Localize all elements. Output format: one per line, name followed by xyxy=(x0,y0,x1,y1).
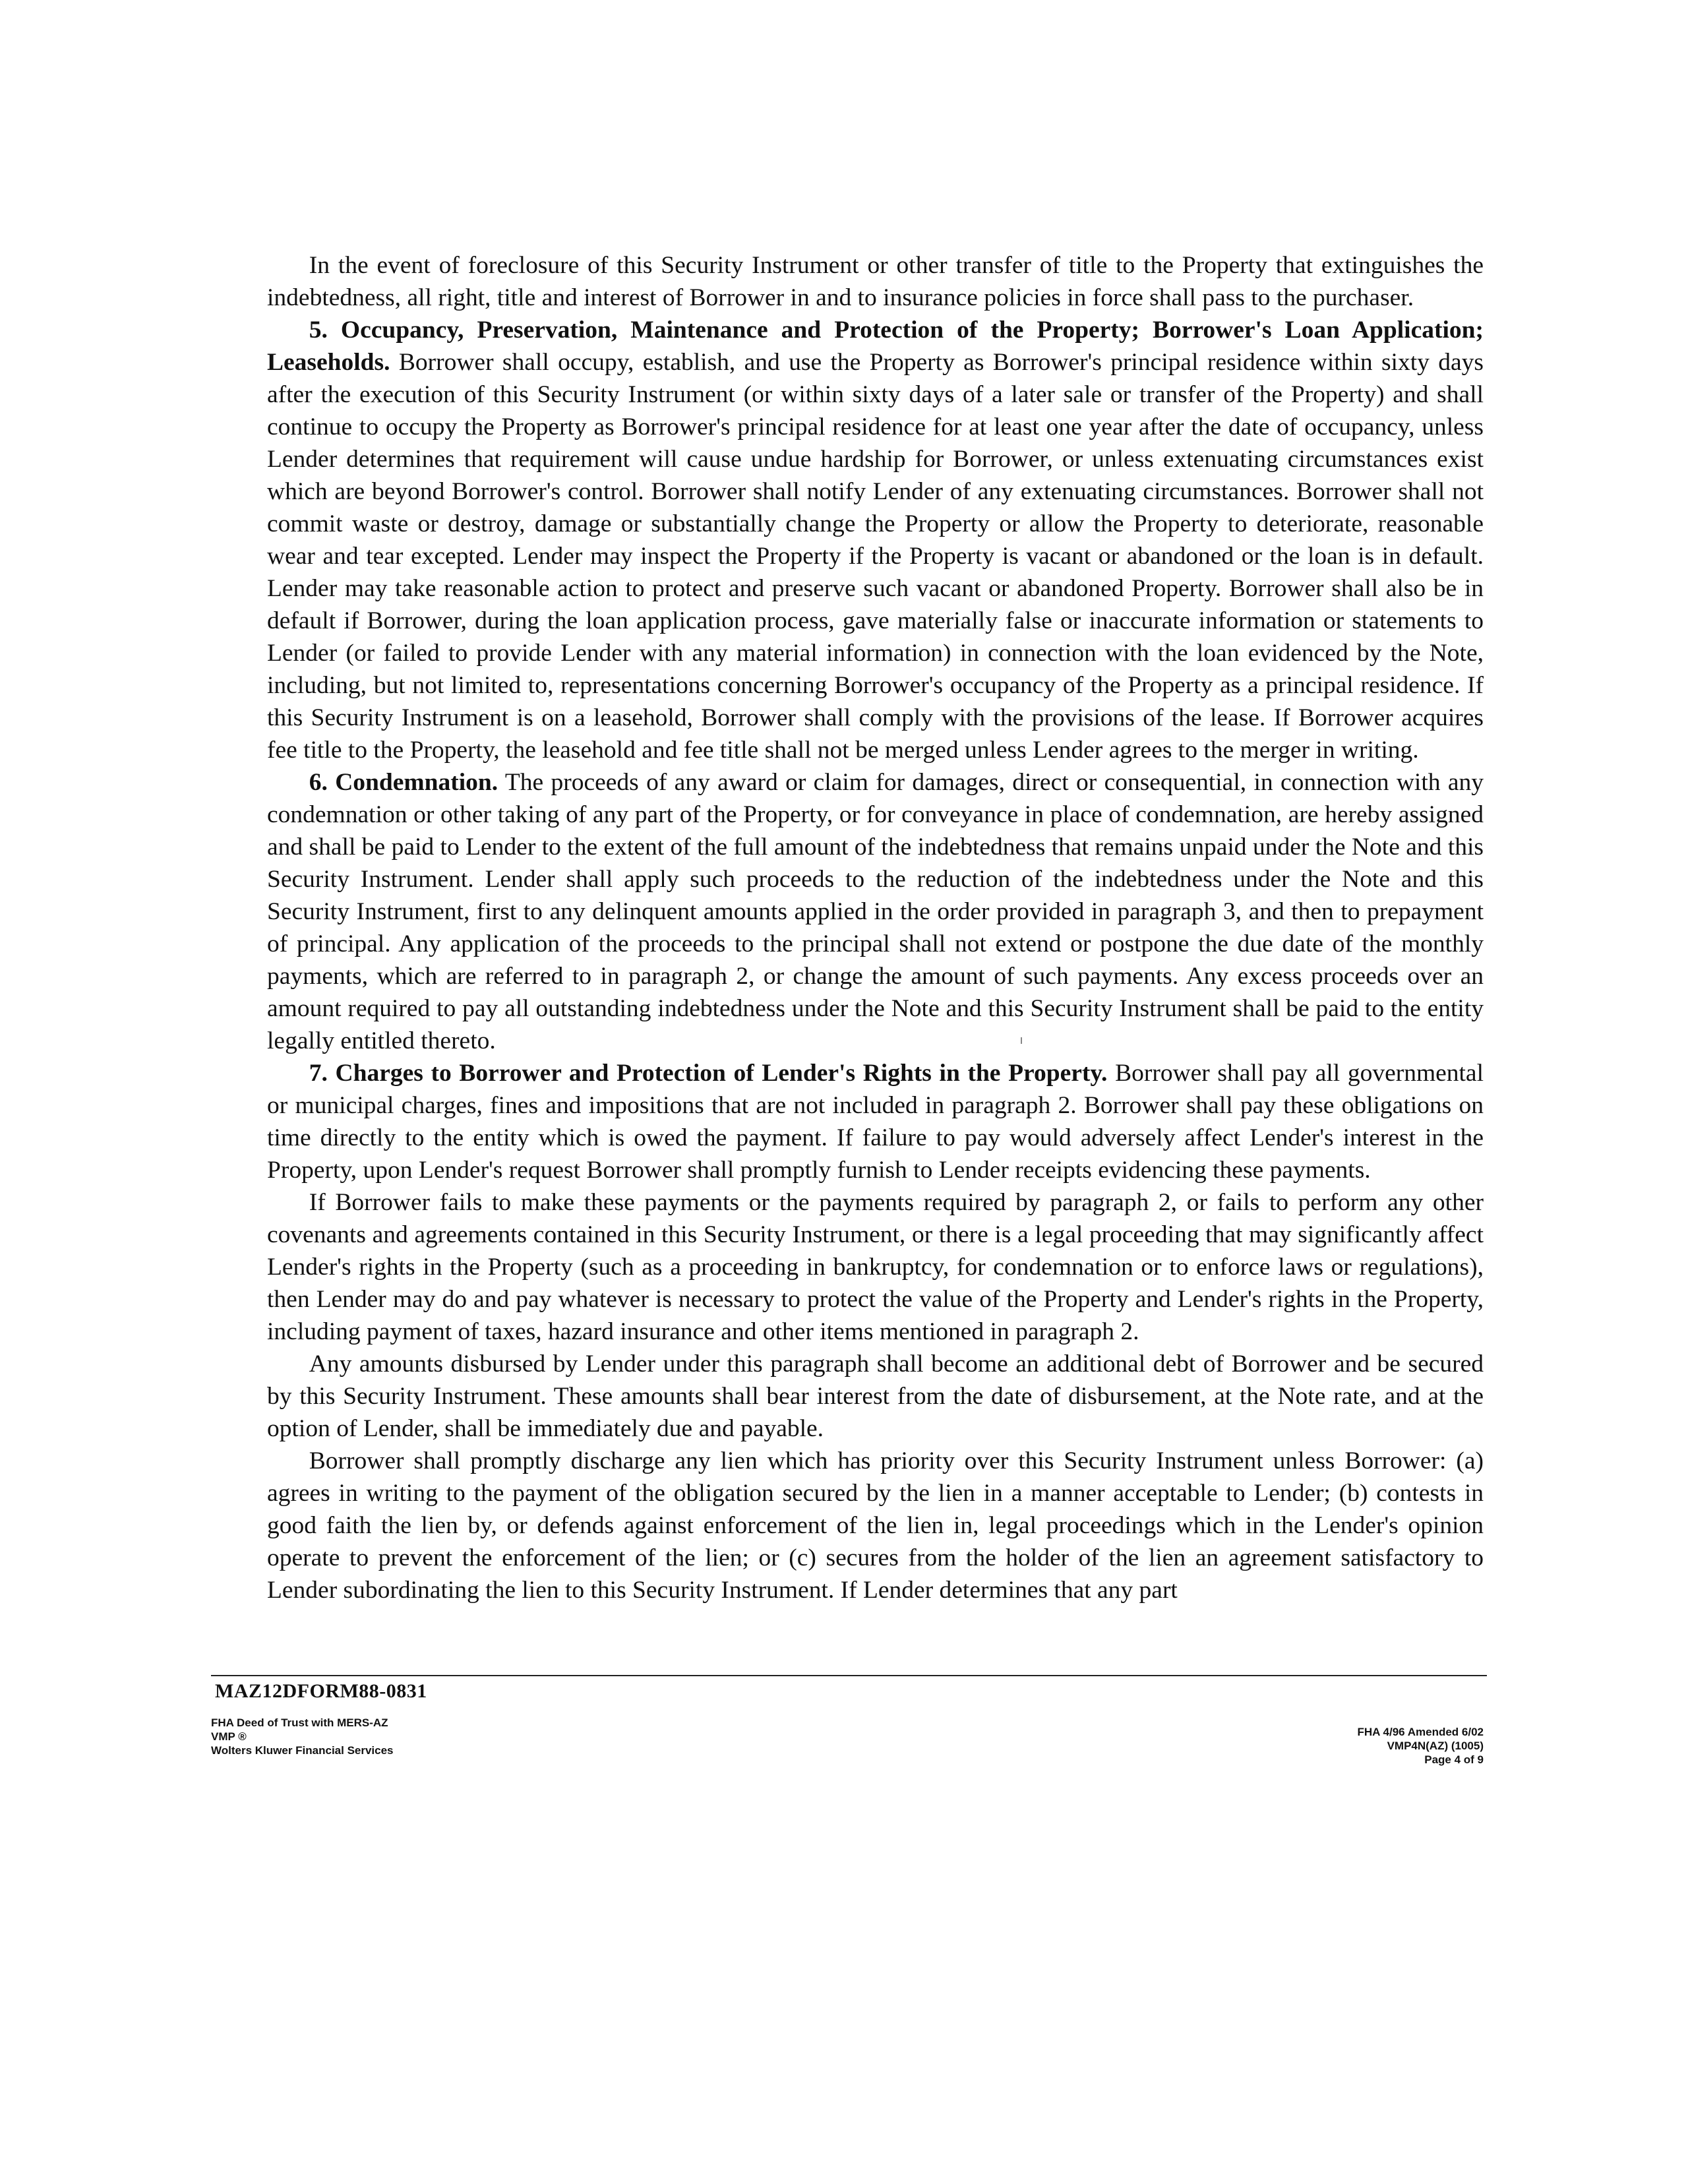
section-5-body: Borrower shall occupy, establish, and use the Property as Borrower's principal residence within sixty days after the execution of this Security Instrument (or within sixty days of a later sale or transfer of the Property) and shall continue to occupy the Property as Borrower's principal residence for at least one year after the date of occupancy, unless Lender determines that requirement will cause undue hardship for Borrower, or unless extenuating circumstances exist which are beyond Borrower's control. Borrower shall notify Lender of any extenuating circumstances. Borrower shall not commit waste or destroy, damage or substantially change the Property or allow the Property to deteriorate, reasonable wear and tear excepted. Lender may inspect the Property if the Property is vacant or abandoned or the loan is in default. Lender may take reasonable action to protect and preserve such vacant or abandoned Property. Borrower shall also be in default if Borrower, during the loan application process, gave materially false or inaccurate information or statements to Lender (or failed to provide Lender with any material information) in connection with the loan evidenced by the Note, including, but not limited to, representations concerning Borrower's occupancy of the Property as a principal residence. If this Security Instrument is on a leasehold, Borrower shall comply with the provisions of the lease. If Borrower acquires fee title to the Property, the leasehold and fee title shall not be merged unless Lender agrees to the merger in writing. xyxy=(267,349,1484,764)
section-5-heading: 5. Occupancy, Preservation, Maintenance and Protection of the Property; Borrower's Loan Application; Leaseholds. xyxy=(267,317,1484,376)
paragraph-text: Any amounts disbursed by Lender under this paragraph shall become an additional debt of Borrower and be secured by this Security Instrument. These amounts shall bear interest from the date of disbursement, at the Note rate, and at the option of Lender, shall be immediately due and payable. xyxy=(267,1350,1484,1442)
paragraph-text: Borrower shall promptly discharge any lien which has priority over this Security Instrument unless Borrower: (a) agrees in writing to the payment of the obligation secured by the lien in a manner acceptable to Lender; (b) contests in good faith the lien by, or defends against enforcement of the lien in, legal proceedings which in the Lender's opinion operate to prevent the enforcement of the lien; or (c) secures from the holder of the lien an agreement satisfactory to Lender subordinating the lien to this Security Instrument. If Lender determines that any part xyxy=(267,1447,1484,1604)
page-number: Page 4 of 9 xyxy=(1424,1753,1484,1766)
footer-divider xyxy=(211,1675,1487,1676)
paragraph-discharge-lien xyxy=(267,1445,1484,1606)
footer-left-block xyxy=(211,1716,394,1757)
paragraph-amounts-disbursed xyxy=(267,1348,1484,1445)
document-body xyxy=(267,249,1484,1606)
section-6-condemnation xyxy=(267,766,1484,1057)
footer-vmp-mark: VMP ® xyxy=(211,1730,247,1743)
paragraph-text: If Borrower fails to make these payments or the payments required by paragraph 2, or fails to perform any other covenants and agreements contained in this Security Instrument, or there is a legal proceeding that may significantly affect Lender's rights in the Property (such as a proceeding in bankruptcy, for condemnation or to enforce laws or regulations), then Lender may do and pay whatever is necessary to protect the value of the Property and Lender's rights in the Property, including payment of taxes, hazard insurance and other items mentioned in paragraph 2. xyxy=(267,1189,1484,1345)
footer-form-version: FHA 4/96 Amended 6/02 xyxy=(1357,1726,1484,1738)
scan-artifact xyxy=(1021,1037,1022,1044)
section-5-occupancy xyxy=(267,314,1484,766)
section-6-body: The proceeds of any award or claim for damages, direct or consequential, in connection with any condemnation or other taking of any part of the Property, or for conveyance in place of condemnation, are hereby assigned and shall be paid to Lender to the extent of the full amount of the indebtedness that remains unpaid under the Note and this Security Instrument. Lender shall apply such proceeds to the reduction of the indebtedness under the Note and this Security Instrument, first to any delinquent amounts applied in the order provided in paragraph 3, and then to prepayment of principal. Any application of the proceeds to the principal shall not extend or postpone the due date of the monthly payments, which are referred to in paragraph 2, or change the amount of such payments. Any excess proceeds over an amount required to pay all outstanding indebtedness under the Note and this Security Instrument shall be paid to the entity legally entitled thereto. xyxy=(267,769,1484,1054)
section-7-body: Borrower shall pay all governmental or municipal charges, fines and impositions that are not included in paragraph 2. Borrower shall pay these obligations on time directly to the entity which is owed the payment. If failure to pay would adversely affect Lender's interest in the Property, upon Lender's request Borrower shall promptly furnish to Lender receipts evidencing these payments. xyxy=(267,1060,1484,1184)
paragraph-insurance-foreclosure xyxy=(267,249,1484,314)
footer-form-number: VMP4N(AZ) (1005) xyxy=(1387,1740,1484,1752)
footer-form-title: FHA Deed of Trust with MERS-AZ xyxy=(211,1716,388,1729)
footer-right-block xyxy=(1358,1725,1484,1767)
form-code: MAZ12DFORM88-0831 xyxy=(215,1680,427,1702)
section-6-heading: 6. Condemnation. xyxy=(309,769,498,796)
section-7-charges xyxy=(267,1057,1484,1186)
footer-publisher: Wolters Kluwer Financial Services xyxy=(211,1744,394,1757)
paragraph-text: In the event of foreclosure of this Security Instrument or other transfer of title to the Property that extinguishes the indebtedness, all right, title and interest of Borrower in and to insurance policies in force shall pass to the purchaser. xyxy=(267,252,1484,311)
paragraph-borrower-fails xyxy=(267,1186,1484,1348)
section-7-heading: 7. Charges to Borrower and Protection of Lender's Rights in the Property. xyxy=(309,1060,1108,1087)
